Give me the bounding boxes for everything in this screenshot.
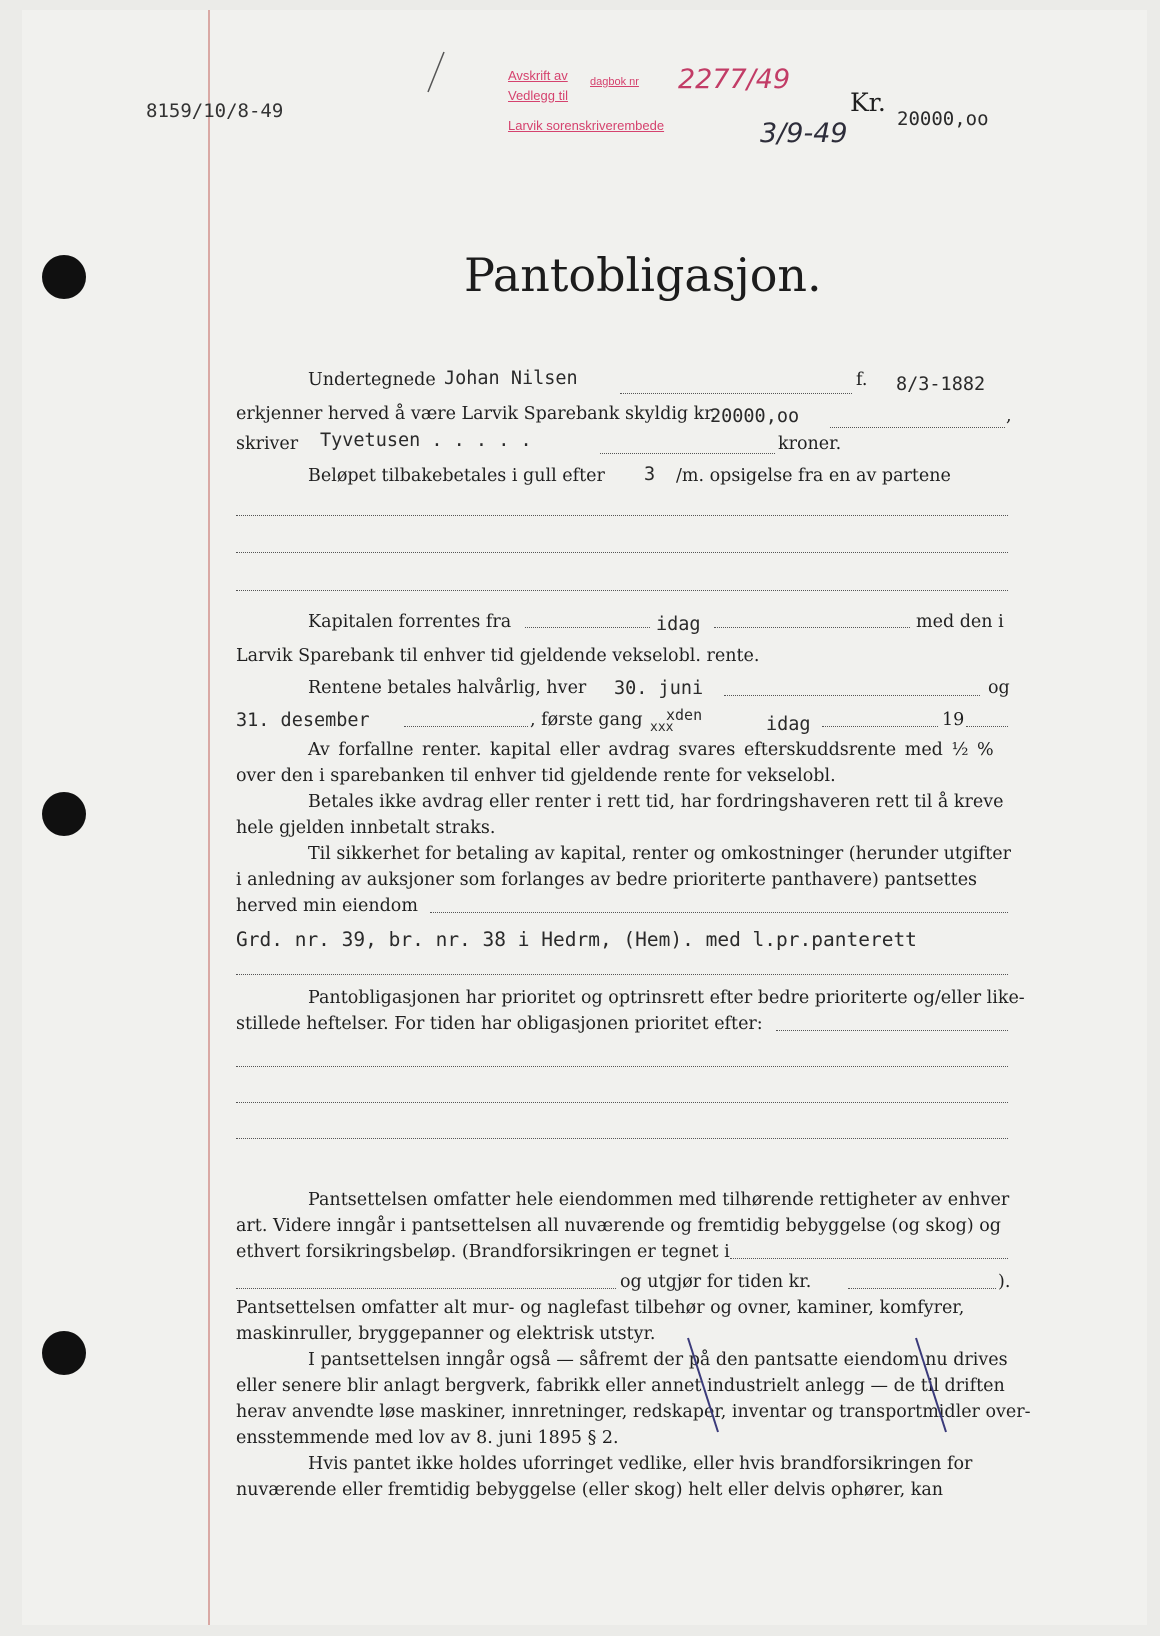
- pen-stroke: [916, 1338, 946, 1432]
- notice-months: 3: [644, 464, 656, 485]
- prioritet-line-1: Pantobligasjonen har prioritet og optrinsrett efter bedre prioriterte og/eller like-: [308, 988, 1025, 1008]
- typed-xxx: xxx: [650, 720, 674, 735]
- kr-label: Kr.: [850, 88, 886, 117]
- kr-amount: 20000,oo: [897, 108, 989, 130]
- belopet-text-2: /m. opsigelse fra en av partene: [676, 466, 951, 486]
- betales-line-2: hele gjelden innbetalt straks.: [236, 818, 496, 838]
- skriver-label: skriver: [236, 434, 299, 454]
- pen-stroke: [688, 1338, 718, 1432]
- year-19: 19: [942, 710, 965, 730]
- erkjenner-text: erkjenner herved å være Larvik Sparebank skyldig kr.: [236, 404, 717, 424]
- interest-date-1: 30. juni: [614, 678, 704, 699]
- avforfall-line-2: over den i sparebanken til enhver tid gjeldende rente for vekselobl.: [236, 766, 836, 786]
- sikkerhet-line-3: herved min eiendom: [236, 896, 418, 916]
- debt-amount: 20000,oo: [710, 406, 800, 427]
- kapital-text: Kapitalen forrentes fra: [308, 612, 512, 632]
- og-text: og: [988, 678, 1010, 698]
- pen-stroke: [428, 52, 444, 92]
- omfatter-line-1: Pantsettelsen omfatter hele eiendommen med tilhørende rettigheter av enhver: [308, 1190, 1010, 1210]
- property-description: Grd. nr. 39, br. nr. 38 i Hedrm, (Hem). med l.pr.panterett: [236, 928, 917, 951]
- stamp-date: 3/9-49: [760, 118, 848, 149]
- mur-line-2: maskinruller, bryggepanner og elektrisk utstyr.: [236, 1324, 656, 1344]
- omfatter-line-2: art. Videre inngår i pantsettelsen all nuværende og fremtidig bebyggelse (og skog) og: [236, 1216, 1002, 1236]
- sikkerhet-line-2: i anledning av auksjoner som forlanges av bedre prioriterte panthavere) pantsettes: [236, 870, 978, 890]
- omfatter-line-3: ethvert forsikringsbeløp. (Brandforsikringen er tegnet i: [236, 1242, 730, 1262]
- stamp-line-2: Vedlegg til: [508, 88, 568, 103]
- utgjor-text: og utgjør for tiden kr.: [620, 1272, 812, 1292]
- betales-line-1: Betales ikke avdrag eller renter i rett tid, har fordringshaveren rett til å kreve: [308, 792, 1004, 812]
- stamp-line-1b: dagbok nr: [590, 76, 639, 88]
- comma: ,: [1006, 406, 1012, 426]
- ogsa-line-2: eller senere blir anlagt bergverk, fabrikk eller annet industrielt anlegg — de til driften: [236, 1376, 1005, 1396]
- hvis-line-1: Hvis pantet ikke holdes uforringet vedlike, eller hvis brandforsikringen for: [308, 1454, 973, 1474]
- stamp-number: 2277/49: [678, 64, 791, 95]
- kapital-line-2: Larvik Sparebank til enhver tid gjeldende vekselobl. rente.: [236, 646, 760, 666]
- forste-gang-text: , første gang: [530, 710, 643, 730]
- interest-start: idag: [656, 614, 701, 635]
- amount-in-words: Tyvetusen . . . . .: [320, 430, 532, 451]
- stamp-line-3: Larvik sorenskriverembede: [508, 118, 665, 133]
- kroner-label: kroner.: [778, 434, 842, 454]
- debtor-name: Johan Nilsen: [444, 368, 578, 389]
- stamp-line-1: Avskrift av: [508, 68, 568, 83]
- sikkerhet-line-1: Til sikkerhet for betaling av kapital, renter og omkostninger (herunder utgifter: [308, 844, 1011, 864]
- f-label: f.: [856, 370, 868, 390]
- kapital-text-2: med den i: [916, 612, 1004, 632]
- hvis-line-2: nuværende eller fremtidig bebyggelse (eller skog) helt eller delvis ophører, kan: [236, 1480, 944, 1500]
- utgjor-end: ).: [998, 1272, 1011, 1292]
- first-payment-date: idag: [766, 714, 811, 735]
- mur-line-1: Pantsettelsen omfatter alt mur- og naglefast tilbehør og ovner, kaminer, komfyrer,: [236, 1298, 965, 1318]
- ogsa-line-4: ensstemmende med lov av 8. juni 1895 § 2.: [236, 1428, 619, 1448]
- document-title: Pantobligasjon.: [464, 248, 822, 302]
- rentene-text: Rentene betales halvårlig, hver: [308, 678, 587, 698]
- belopet-text: Beløpet tilbakebetales i gull efter: [308, 466, 605, 486]
- ogsa-line-1: I pantsettelsen inngår også — såfremt der på den pantsatte eiendom nu drives: [308, 1350, 1008, 1370]
- ogsa-line-3: herav anvendte løse maskiner, innretninger, redskaper, inventar og transportmidler over-: [236, 1402, 1031, 1422]
- avforfall-line-1: Av forfallne renter. kapital eller avdrag svares efterskuddsrente med ½ %: [308, 740, 994, 760]
- birth-date: 8/3-1882: [896, 374, 986, 395]
- typed-xden: xden: [666, 706, 703, 724]
- prioritet-line-2: stillede heftelser. For tiden har obligasjonen prioritet efter:: [236, 1014, 763, 1034]
- undertegnede-label: Undertegnede: [308, 370, 436, 390]
- interest-date-2: 31. desember: [236, 710, 370, 731]
- reference-number: 8159/10/8-49: [146, 100, 284, 122]
